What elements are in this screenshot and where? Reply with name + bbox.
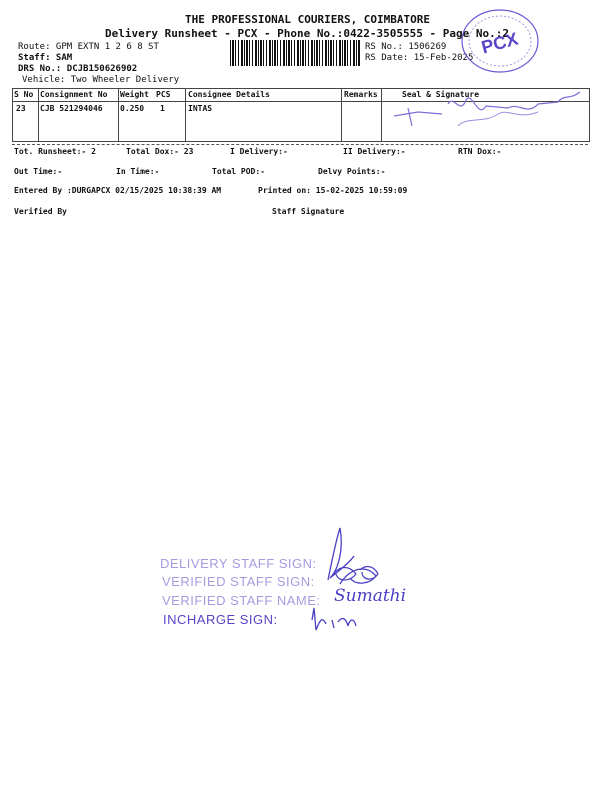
staff-signature: Staff Signature xyxy=(272,207,345,216)
handwritten-signatures xyxy=(310,520,410,640)
verified-staff-name-handwritten: Sumathi xyxy=(334,586,407,606)
row-sno: 23 xyxy=(16,104,26,113)
stamp-verified-staff-name: VERIFIED STAFF NAME: xyxy=(162,593,321,608)
col-pcs: PCS xyxy=(156,90,171,99)
drs-number xyxy=(18,64,137,74)
row-consignment: CJB 521294046 xyxy=(40,104,103,113)
rs-number: RS No.: 1506269 xyxy=(365,42,447,52)
col-seal-signature: Seal & Signature xyxy=(402,90,480,99)
ii-delivery: II Delivery:- xyxy=(343,147,406,156)
drs-value: DCJB150626902 xyxy=(66,64,138,74)
i-delivery: I Delivery:- xyxy=(230,147,288,156)
delvy-points: Delvy Points:- xyxy=(318,167,386,176)
printed-on: Printed on: 15-02-2025 10:59:09 xyxy=(258,186,408,195)
seal-signature-scribble xyxy=(388,86,588,136)
stamp-incharge-sign: INCHARGE SIGN: xyxy=(163,612,278,627)
row-weight: 0.250 xyxy=(120,104,145,113)
staff: Staff: SAM xyxy=(18,53,73,63)
total-dox: Total Dox:- 23 xyxy=(126,147,194,156)
col-weight: Weight xyxy=(120,90,149,99)
rtn-dox: RTN Dox:- xyxy=(458,147,502,156)
barcode xyxy=(230,40,360,66)
stamp-delivery-staff-sign: DELIVERY STAFF SIGN: xyxy=(160,556,317,571)
col-consignee: Consignee Details xyxy=(188,90,270,99)
runsheet-title: Delivery Runsheet - PCX - Phone No.:0422-3505555 - Page No.:2 xyxy=(105,27,509,40)
tot-runsheet: Tot. Runsheet:- 2 xyxy=(14,147,96,156)
rs-date: RS Date: 15-Feb-2025 xyxy=(365,53,474,63)
pcx-round-stamp xyxy=(458,6,542,76)
row-pcs: 1 xyxy=(160,104,165,113)
col-remarks: Remarks xyxy=(344,90,378,99)
company-name: THE PROFESSIONAL COURIERS, COIMBATORE xyxy=(185,13,431,26)
in-time: In Time:- xyxy=(116,167,160,176)
stamp-verified-staff-sign: VERIFIED STAFF SIGN: xyxy=(162,574,315,589)
pcx-stamp-text: PCX xyxy=(479,28,521,58)
entered-by: Entered By :DURGAPCX 02/15/2025 10:38:39 AM xyxy=(14,186,222,195)
col-sno: S No xyxy=(14,90,34,99)
route: Route: GPM EXTN 1 2 6 8 ST xyxy=(18,42,159,52)
row-consignee: INTAS xyxy=(188,104,213,113)
out-time: Out Time:- xyxy=(14,167,63,176)
vehicle: Vehicle: Two Wheeler Delivery xyxy=(22,75,180,85)
drs-label: DRS No.: xyxy=(18,64,62,74)
verified-by: Verified By xyxy=(14,207,67,216)
total-pod: Total POD:- xyxy=(212,167,265,176)
col-consignment: Consignment No xyxy=(40,90,108,99)
